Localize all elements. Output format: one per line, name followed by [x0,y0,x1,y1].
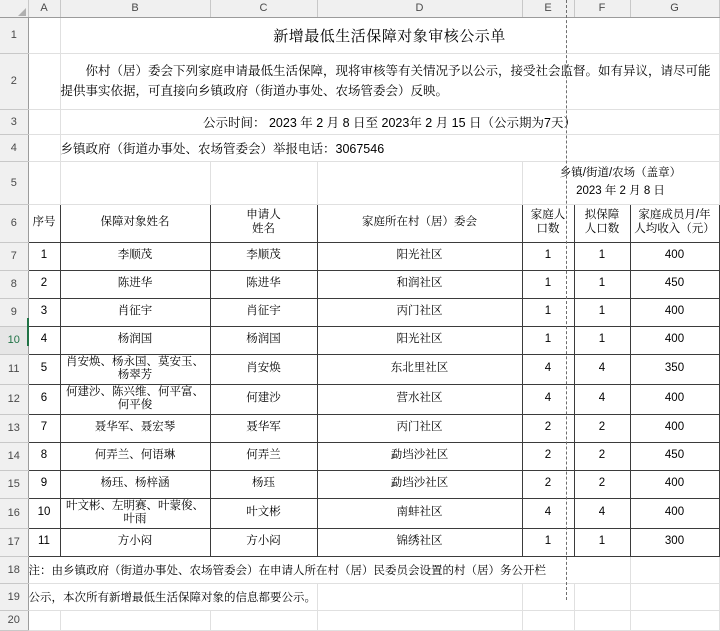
table-row [0,354,719,384]
cell-planned[interactable]: 4 [574,354,630,384]
th-applicant-line-2: 姓名 [252,223,275,235]
sheet-row-6 [0,204,719,242]
sheet-row-2 [0,53,719,109]
row-header-17[interactable]: 17 [0,528,28,556]
cell-planned[interactable]: 2 [574,442,630,470]
column-header-b[interactable]: B [60,0,210,17]
cell-a4[interactable] [28,134,60,161]
row-header-20[interactable]: 20 [0,610,28,630]
cell-village[interactable]: 南蚌社区 [317,498,522,528]
cell-household[interactable]: 4 [522,354,574,384]
cell-seq[interactable]: 6 [28,384,60,414]
cell-d5[interactable] [317,161,522,204]
column-header-d[interactable]: D [317,0,522,17]
cell-planned[interactable]: 4 [574,384,630,414]
cell-seq[interactable]: 8 [28,442,60,470]
cell-household[interactable]: 2 [522,470,574,498]
cell-income[interactable]: 450 [630,270,719,298]
sheet-row-3 [0,109,719,134]
stamp-line-2: 2023 年 2 月 8 日 [576,184,665,197]
publicity-period[interactable]: 公示时间： 2023 年 2 月 8 日至 2023年 2 月 15 日（公示期为7天） [60,109,719,134]
cell-household[interactable]: 1 [522,326,574,354]
cell-planned[interactable]: 1 [574,528,630,556]
stamp-line-1: 乡镇/街道/农场（盖章） [559,167,682,180]
cell-planned[interactable]: 2 [574,414,630,442]
table-row [0,498,719,528]
cell-seq[interactable]: 11 [28,528,60,556]
cell-applicant[interactable]: 方小闷 [210,528,317,556]
cell-seq[interactable]: 2 [28,270,60,298]
sheet-row-19 [0,583,719,610]
table-row [0,270,719,298]
cell-household[interactable]: 4 [522,498,574,528]
sheet-row-18 [0,556,719,583]
cell-applicant[interactable]: 陈进华 [210,270,317,298]
cell-income[interactable]: 400 [630,242,719,270]
table-row [0,528,719,556]
cell-c20[interactable] [210,610,317,630]
th-beneficiary-name[interactable]: 保障对象姓名 [60,204,210,242]
cell-applicant[interactable]: 肖安焕 [210,354,317,384]
cell-village[interactable]: 勐垱沙社区 [317,470,522,498]
active-row-indicator [27,318,29,346]
cell-planned[interactable]: 4 [574,498,630,528]
cell-village[interactable]: 东北里社区 [317,354,522,384]
row-header-3[interactable]: 3 [0,109,28,134]
cell-village[interactable]: 丙门社区 [317,414,522,442]
note-line-2[interactable]: 公示，本次所有新增最低生活保障对象的信息都要公示。 [28,583,317,610]
cell-income[interactable]: 300 [630,528,719,556]
row-header-2[interactable]: 2 [0,53,28,109]
cell-beneficiary[interactable]: 陈进华 [60,270,210,298]
cell-income[interactable]: 400 [630,298,719,326]
cell-planned[interactable]: 1 [574,298,630,326]
cell-income[interactable]: 400 [630,498,719,528]
cell-seq[interactable]: 5 [28,354,60,384]
cell-beneficiary[interactable]: 方小闷 [60,528,210,556]
cell-household[interactable]: 1 [522,242,574,270]
table-row [0,384,719,414]
cell-e20[interactable] [522,610,574,630]
column-header-e[interactable]: E [522,0,574,17]
th-seq[interactable]: 序号 [28,204,60,242]
cell-village[interactable]: 丙门社区 [317,298,522,326]
cell-household[interactable]: 2 [522,414,574,442]
column-header-row [0,0,719,17]
cell-g18[interactable] [630,556,719,583]
cell-income[interactable]: 400 [630,384,719,414]
cell-applicant[interactable]: 杨润国 [210,326,317,354]
sheet-row-5 [0,161,719,204]
document-title[interactable]: 新增最低生活保障对象审核公示单 [60,17,719,53]
row-header-8[interactable]: 8 [0,270,28,298]
row-header-7[interactable]: 7 [0,242,28,270]
cell-village[interactable]: 勐垱沙社区 [317,442,522,470]
table-row [0,442,719,470]
row-header-18[interactable]: 18 [0,556,28,583]
cell-a2[interactable] [28,53,60,109]
th-applicant-name[interactable] [210,204,317,242]
cell-d19[interactable] [317,583,522,610]
cell-a20[interactable] [28,610,60,630]
cell-applicant[interactable]: 肖征宇 [210,298,317,326]
row-header-9[interactable]: 9 [0,298,28,326]
row-header-10[interactable]: 10 [0,326,28,354]
cell-b5[interactable] [60,161,210,204]
row-header-1[interactable]: 1 [0,17,28,53]
cell-village[interactable]: 和润社区 [317,270,522,298]
table-row [0,298,719,326]
cell-village[interactable]: 锦绣社区 [317,528,522,556]
cell-f20[interactable] [574,610,630,630]
cell-beneficiary[interactable]: 肖安焕、杨永国、莫安玉、杨翠芳 [60,354,210,384]
cell-village[interactable]: 阳光社区 [317,242,522,270]
column-header-g[interactable]: G [630,0,719,17]
cell-beneficiary[interactable]: 李顺茂 [60,242,210,270]
table-row [0,242,719,270]
row-header-12[interactable]: 12 [0,384,28,414]
select-all-triangle-icon [18,8,26,16]
cell-a3[interactable] [28,109,60,134]
sheet-row-20 [0,610,719,630]
intro-paragraph[interactable]: 你村（居）委会下列家庭申请最低生活保障，现将审核等有关情况予以公示，接受社会监督。如有异议，请尽可能提供事实依据，可直接向乡镇政府（街道办事处、农场管委会）反映。 [60,53,719,109]
th-planned-count[interactable] [574,204,630,242]
cell-seq[interactable]: 9 [28,470,60,498]
row-header-19[interactable]: 19 [0,583,28,610]
cell-household[interactable]: 1 [522,298,574,326]
row-header-13[interactable]: 13 [0,414,28,442]
cell-f19[interactable] [574,583,630,610]
cell-household[interactable]: 1 [522,270,574,298]
cell-applicant[interactable]: 何弄兰 [210,442,317,470]
cell-applicant[interactable]: 聂华军 [210,414,317,442]
cell-d20[interactable] [317,610,522,630]
cell-applicant[interactable]: 李顺茂 [210,242,317,270]
cell-income[interactable]: 400 [630,414,719,442]
column-header-c[interactable]: C [210,0,317,17]
cell-seq[interactable]: 3 [28,298,60,326]
cell-income[interactable]: 450 [630,442,719,470]
cell-planned[interactable]: 1 [574,242,630,270]
cell-e19[interactable] [522,583,574,610]
th-average-income[interactable] [630,204,719,242]
cell-seq[interactable]: 4 [28,326,60,354]
row-header-6[interactable]: 6 [0,204,28,242]
cell-g20[interactable] [630,610,719,630]
th-income-line-1: 家庭成员月/年 [638,209,711,222]
th-household-line-1: 家庭人 [530,209,566,222]
cell-seq[interactable]: 7 [28,414,60,442]
cell-income[interactable]: 400 [630,470,719,498]
cell-household[interactable]: 2 [522,442,574,470]
th-household-size[interactable] [522,204,574,242]
cell-beneficiary[interactable]: 叶文彬、左明赛、叶蒙俊、叶雨 [60,498,210,528]
cell-village[interactable]: 营水社区 [317,384,522,414]
cell-household[interactable]: 4 [522,384,574,414]
th-village-committee[interactable]: 家庭所在村（居）委会 [317,204,522,242]
th-applicant-line-1: 申请人 [246,209,281,222]
row-header-11[interactable]: 11 [0,354,28,384]
row-header-16[interactable]: 16 [0,498,28,528]
cell-c5[interactable] [210,161,317,204]
cell-beneficiary[interactable]: 杨润国 [60,326,210,354]
cell-a5[interactable] [28,161,60,204]
cell-planned[interactable]: 1 [574,270,630,298]
cell-a1[interactable] [28,17,60,53]
cell-b20[interactable] [60,610,210,630]
cell-beneficiary[interactable]: 何弄兰、何语琳 [60,442,210,470]
cell-beneficiary[interactable]: 肖征宇 [60,298,210,326]
cell-applicant[interactable]: 叶文彬 [210,498,317,528]
th-planned-line-1: 拟保障 [584,209,620,222]
sheet-row-1 [0,17,719,53]
row-header-15[interactable]: 15 [0,470,28,498]
select-all-corner[interactable] [0,0,28,17]
cell-seq[interactable]: 10 [28,498,60,528]
cell-village[interactable]: 阳光社区 [317,326,522,354]
table-row [0,326,719,354]
note-line-1[interactable]: 注：由乡镇政府（街道办事处、农场管委会）在申请人所在村（居）民委员会设置的村（居）务公开栏 [28,556,630,583]
cell-beneficiary[interactable]: 杨珏、杨梓涵 [60,470,210,498]
column-header-a[interactable]: A [28,0,60,17]
cell-applicant[interactable]: 何建沙 [210,384,317,414]
th-income-line-2: 人均收入（元） [634,223,715,235]
stamp-block[interactable] [522,161,719,204]
th-household-line-2: 口数 [536,223,560,235]
sheet-row-4 [0,134,719,161]
cell-beneficiary[interactable]: 聂华军、聂宏琴 [60,414,210,442]
row-header-14[interactable]: 14 [0,442,28,470]
th-planned-line-2: 人口数 [584,223,620,235]
table-row [0,414,719,442]
row-header-4[interactable]: 4 [0,134,28,161]
cell-applicant[interactable]: 杨珏 [210,470,317,498]
cell-beneficiary[interactable]: 何建沙、陈兴维、何平富、何平俊 [60,384,210,414]
cell-planned[interactable]: 1 [574,326,630,354]
cell-income[interactable]: 350 [630,354,719,384]
column-header-f[interactable]: F [574,0,630,17]
cell-seq[interactable]: 1 [28,242,60,270]
cell-household[interactable]: 1 [522,528,574,556]
table-row [0,470,719,498]
cell-income[interactable]: 400 [630,326,719,354]
cell-g19[interactable] [630,583,719,610]
row-header-5[interactable]: 5 [0,161,28,204]
hotline-text[interactable]: 乡镇政府（街道办事处、农场管委会）举报电话：3067546 [60,134,719,161]
cell-planned[interactable]: 2 [574,470,630,498]
